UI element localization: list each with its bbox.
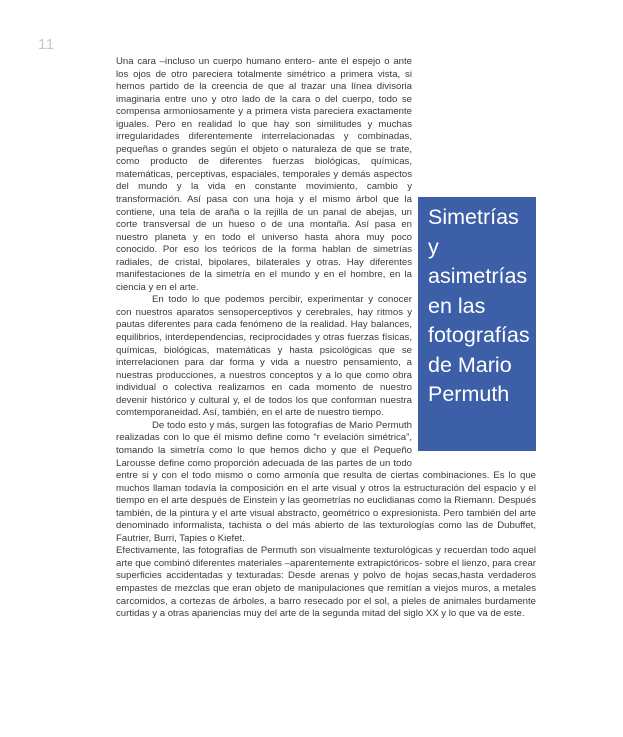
title-line: en las — [428, 293, 486, 318]
paragraph-1: Una cara –incluso un cuerpo humano entero- ante el espejo o ante los ojos de otro pareciera totalmente simétrico a primera vista, si hemos partido de la creencia de que al trazar una línea divisoria imaginaria entre uno y otro lado de la cara o del cuerpo, todo se compensa armoniosamente y a primera vista pareciera exactamente iguales. Pero en realidad lo que hay son similitudes y muchas irregularidades diferentemente interrelacionadas y combinadas, pequeñas o grandes según el objeto o naturaleza de que se trate, como producto de diferentes fuerzas biológicas, químicas, matemáticas, perceptivas, espaciales, temporales y demás aspectos del mundo y la vida en constante movimiento, cambio y transformación. Así pasa con una hoja y el mismo árbol que la contiene, una tela de araña o la rejilla de un panal de abejas, un corte transversal de un hueso o de una montaña. Así pasa en nuestro planeta y en todo el universo hasta ahora muy poco conocido. Por eso los teóricos de la forma hablan de simetrías radiales, de cristal, bipolares, bilaterales y otras. Hay diferentes manifestaciones de la simetría en el mundo y en el hombre, en la ciencia y en el arte. — [116, 56, 412, 293]
title-line: de Mario — [428, 352, 512, 377]
title-box — [418, 197, 536, 451]
title-line: Simetrías — [428, 205, 519, 229]
title-line: asimetrías — [428, 264, 528, 288]
page-number: 11 — [38, 36, 55, 53]
paragraph-2: En todo lo que podemos percibir, experimentar y conocer con nuestros aparatos sensoperceptivos y cerebrales, hay ritmos y pautas diferentes para cada fenómeno de la realidad. Hay balances, equilibrios, interdependencias, reciprocidades y otras fuerzas físicas, químicas, biológicas, matemáticas y hasta psicológicas que se interrelacionen para dar forma y vida a nuestro pensamiento, a nuestras producciones, a nuestros conceptos y a lo que como obra individual o colectiva realizamos en cada momento de nuestro devenir histórico y cultural y, el de todos los que conforman nuestra comtemporaneidad. Así, también, en el arte de nuestro tiempo. — [116, 294, 412, 419]
article-title — [418, 197, 536, 410]
paragraph-4: Efectivamente, las fotografías de Permuth son visualmente texturológicas y recuerdan todo aquel arte que combinó diferentes materiales –aparentemente extrapictóricos- sobre el lienzo, para crear superficies accidentadas y texturadas: Desde arenas y polvo de hojas secas,hasta verdaderos empastes de mezclas que eran objeto de manipulaciones que remitían a viejos muros, a metales carcomidos, a cortezas de árboles, a barro resecado por el sol, a pieles de animales burdamente curtidas y a otras apariencias muy del arte de la segunda mitad del siglo XX y lo que va de este. — [116, 545, 536, 620]
title-line: y — [428, 234, 439, 259]
article-body — [116, 56, 536, 621]
title-line: Permuth — [428, 382, 510, 406]
title-line: fotografías — [428, 323, 530, 347]
paragraph-3: De todo esto y más, surgen las fotografías de Mario Permuth realizadas con lo que él mismo define como “r evelación simétrica”, tomando la simetría como lo que hemos dicho y que el Pequeño Larousse define como proporción adecuada de las partes de un todo entre si y con el todo mismo o como armonía que resulta de ciertas combinaciones. Es lo que muchos llaman todavía la composición en el arte visual y otros la estructuración del espacio y el tiempo en el arte después de Einstein y las geometrías no euclidianas como la Riemann. Después también, de la pintura y el arte visual abstracto, geométrico o expresionista. Pero también del arte denominado informalista, tachista o del más abierto de las texturologías como las de Dubuffet, Fautrier, Burri, Tapies o Kiefet. — [116, 419, 536, 544]
